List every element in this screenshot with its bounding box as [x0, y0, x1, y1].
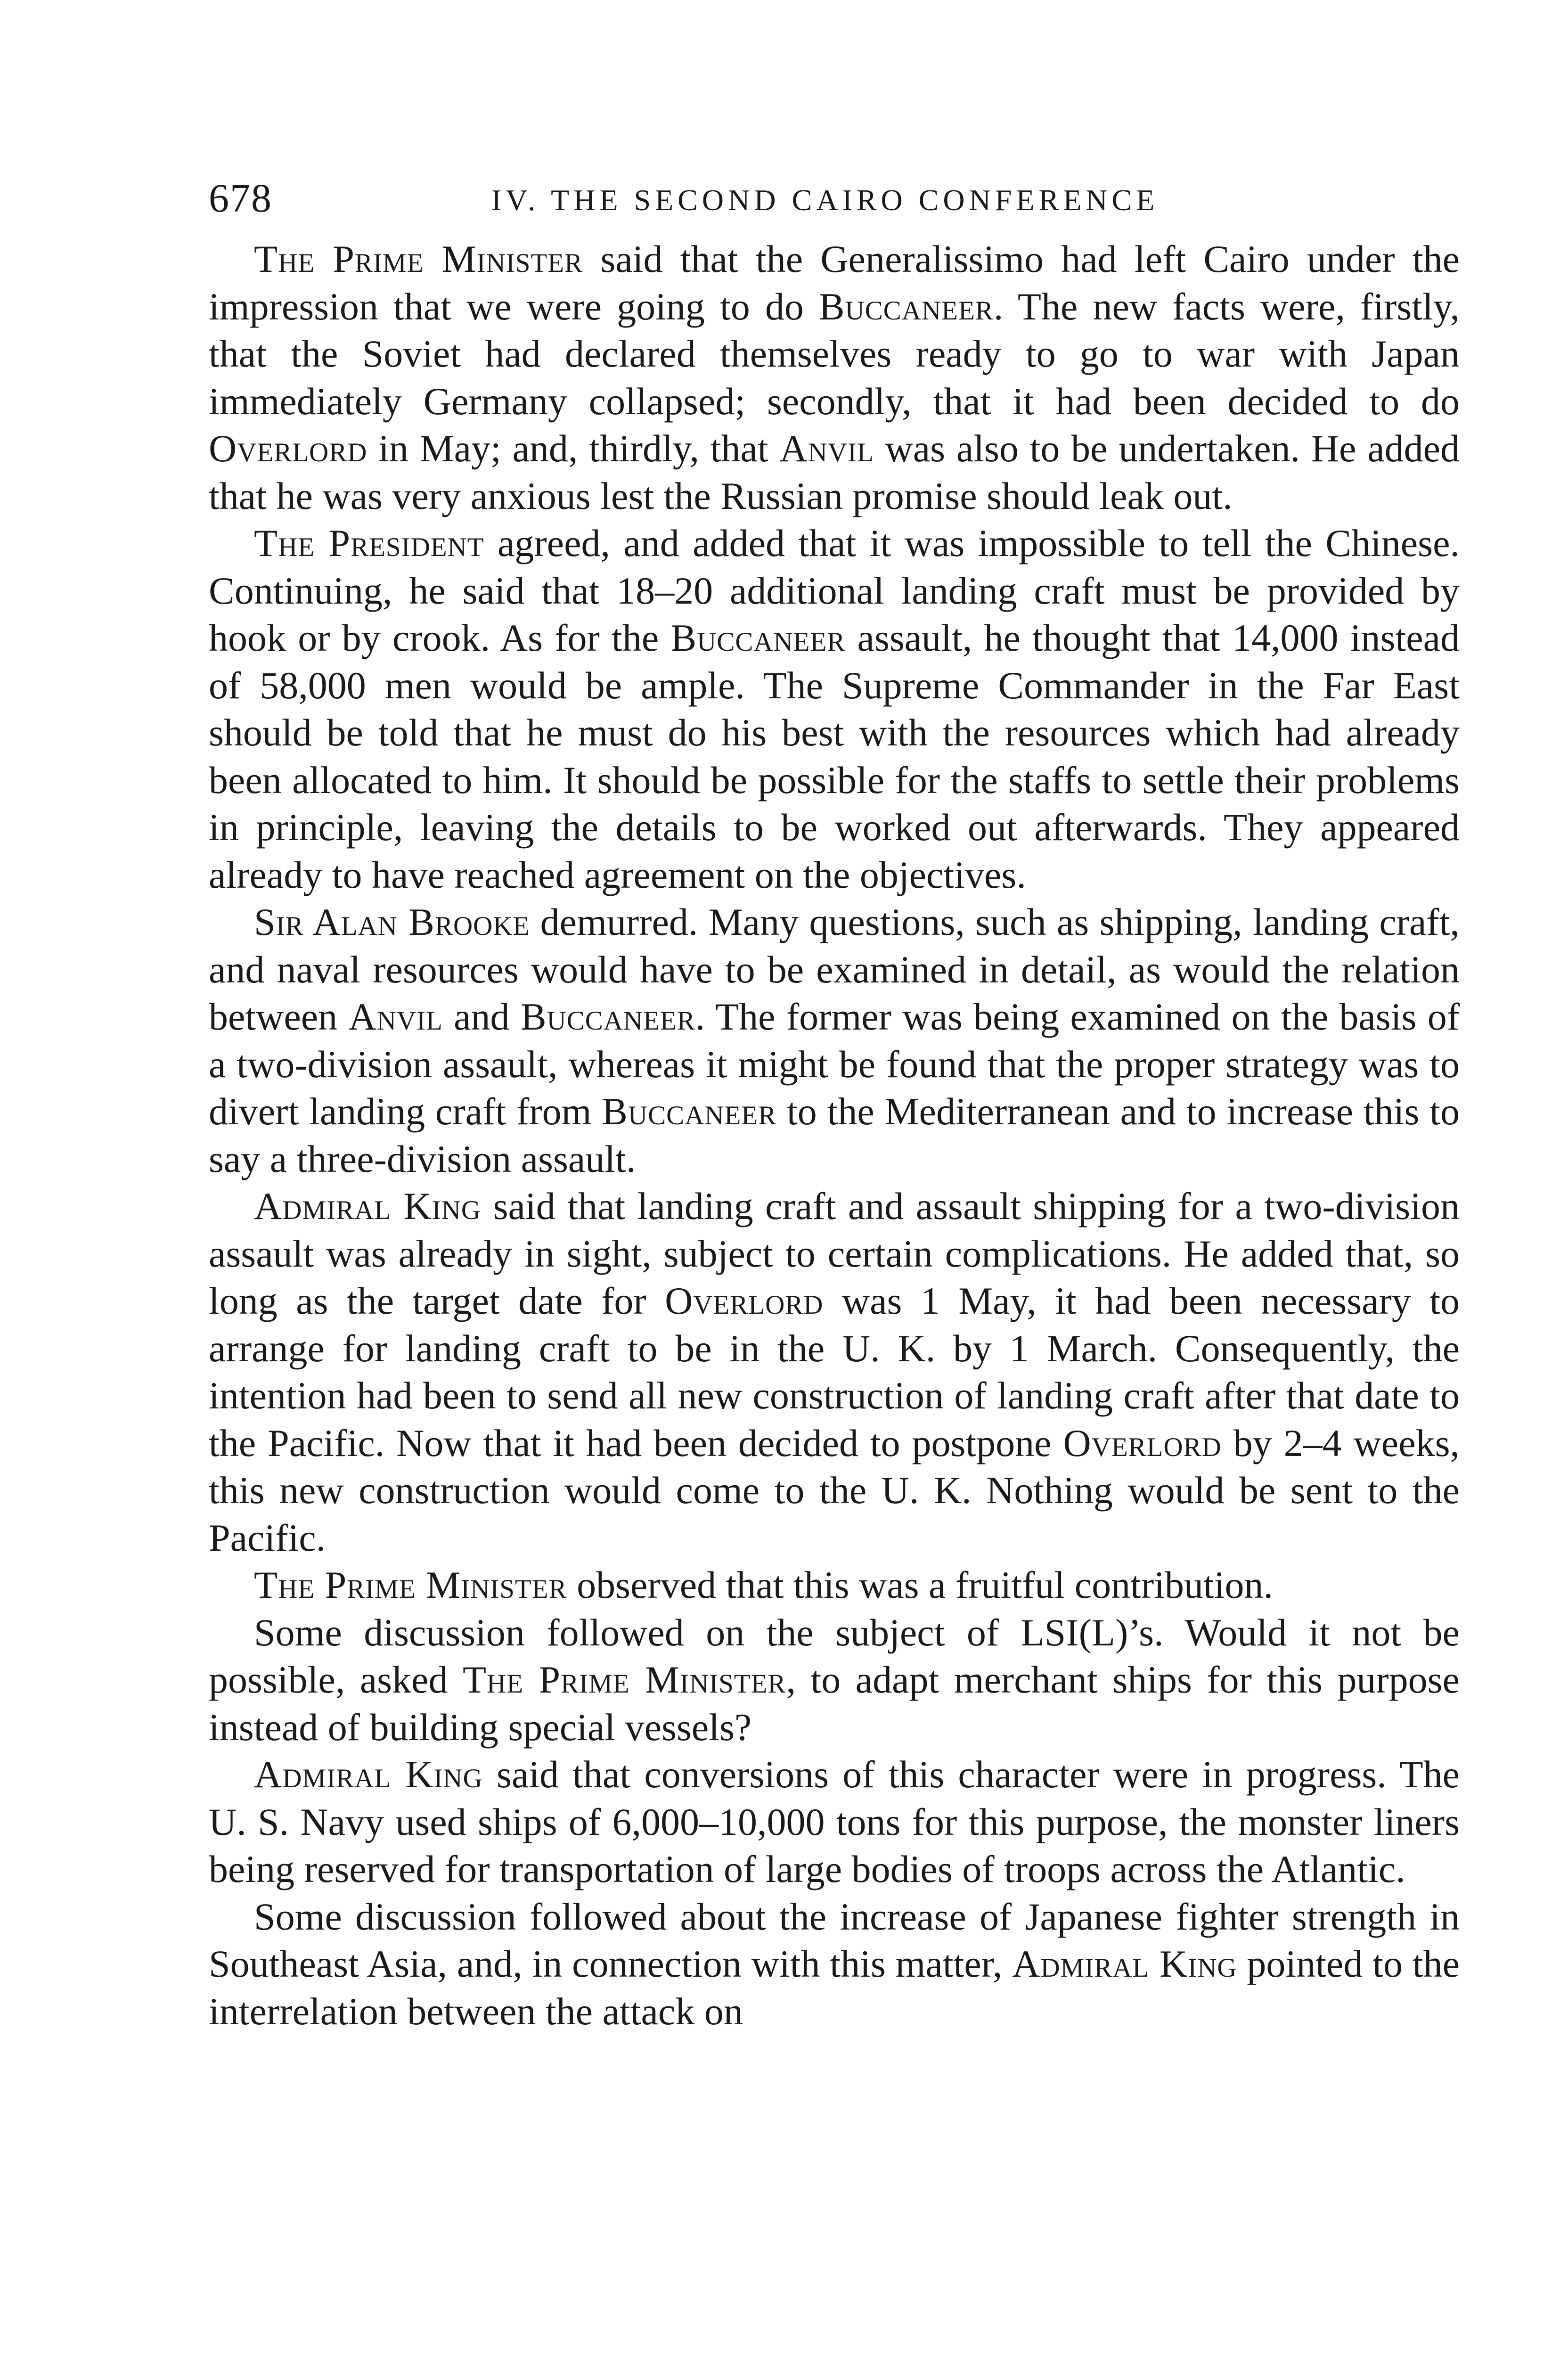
paragraph-japanese-fighter-strength [209, 1893, 1460, 2036]
paragraph-alan-brooke [209, 899, 1460, 1183]
paragraph-text: Some discussion followed about the increase of Japanese fighter strength in Southeast Asia, and, in connection with this matter, [209, 1895, 1460, 1985]
paragraph-text: was also to be undertaken. He added that he was very anxious lest the Russian promise should leak out. [209, 427, 1460, 517]
paragraph-text: Some discussion followed on the subject of LSI(L)’s. Would it not be possible, asked [209, 1611, 1460, 1701]
running-title: IV. THE SECOND CAIRO CONFERENCE [491, 183, 1159, 217]
operation-name: Overlord [665, 1279, 824, 1322]
paragraph-text: . The new facts were, firstly, that the Soviet had declared themselves ready to go to war with Japan immediately Germany collapsed; secondly, that it had been decided to do [209, 285, 1460, 423]
paragraph-text: , to adapt merchant ships for this purpose instead of building special vessels? [209, 1658, 1460, 1749]
paragraph-text: said that the Generalissimo had left Cairo under the impression that we were going to do [209, 237, 1460, 328]
operation-name: Buccaneer [670, 616, 846, 659]
paragraph-prime-minister-buccaneer [209, 236, 1460, 520]
speaker-name: Sir Alan Brooke [254, 900, 530, 943]
paragraph-text: was 1 May, it had been necessary to arrange for landing craft to be in the U. K. by 1 March. Consequently, the intention had been to send all new construction of landing craft after that date to the Pacific. Now that it had been decided to postpone [209, 1279, 1460, 1464]
body-text [209, 236, 1460, 2035]
paragraph-text: agreed, and added that it was impossible to tell the Chinese. Continuing, he said that 18–20 additional landing craft must be provided by hook or by crook. As for the [209, 522, 1460, 659]
paragraph-text: to the Mediterranean and to increase this to say a three-division assault. [209, 1090, 1460, 1180]
operation-name: Overlord [1063, 1421, 1222, 1464]
speaker-name: The President [254, 522, 484, 564]
paragraph-admiral-king-conversions [209, 1751, 1460, 1893]
running-header [209, 170, 1460, 236]
document-page [209, 170, 1460, 2035]
paragraph-text: and [442, 995, 521, 1038]
speaker-name: The Prime Minister [462, 1658, 786, 1701]
paragraph-text: observed that this was a fruitful contribution. [567, 1563, 1274, 1606]
operation-name: Overlord [209, 427, 368, 470]
operation-name: Buccaneer [520, 995, 695, 1038]
page-number: 678 [209, 175, 272, 221]
speaker-name: The Prime Minister [254, 1563, 567, 1606]
paragraph-text: . The former was being examined on the basis of a two-division assault, whereas it might be found that the proper strategy was to divert landing craft from [209, 995, 1460, 1133]
paragraph-prime-minister-fruitful [209, 1562, 1460, 1609]
speaker-name: Admiral King [254, 1753, 483, 1796]
paragraph-text: pointed to the interrelation between the attack on [209, 1942, 1460, 2033]
paragraph-lsi-discussion [209, 1609, 1460, 1751]
speaker-name: The Prime Minister [254, 237, 583, 280]
paragraph-text: said that landing craft and assault shipping for a two-division assault was already in sight, subject to certain complications. He added that, so long as the target date for [209, 1185, 1460, 1322]
operation-name: Buccaneer [602, 1090, 777, 1133]
paragraph-text: demurred. Many questions, such as shipping, landing craft, and naval resources would have to be examined in detail, as would the relation between [209, 900, 1460, 1038]
speaker-name: Admiral King [1012, 1942, 1237, 1985]
paragraph-admiral-king-landing-craft [209, 1183, 1460, 1562]
paragraph-president [209, 520, 1460, 899]
speaker-name: Admiral King [254, 1185, 482, 1227]
paragraph-text: in May; and, thirdly, that [367, 427, 780, 470]
paragraph-text: said that conversions of this character were in progress. The U. S. Navy used ships of 6,000–10,000 tons for this purpose, the monster liners being reserved for transportation of large bodies of troops across the Atlantic. [209, 1753, 1460, 1890]
operation-name: Anvil [779, 427, 874, 470]
paragraph-text: by 2–4 weeks, this new construction would come to the U. K. Nothing would be sent to the Pacific. [209, 1421, 1460, 1559]
paragraph-text: assault, he thought that 14,000 instead of 58,000 men would be ample. The Supreme Commander in the Far East should be told that he must do his best with the resources which had already been allocated to him. It should be possible for the staffs to settle their problems in principle, leaving the details to be worked out afterwards. They appeared already to have reached agreement on the objectives. [209, 616, 1460, 896]
operation-name: Buccaneer [818, 285, 994, 328]
operation-name: Anvil [348, 995, 443, 1038]
